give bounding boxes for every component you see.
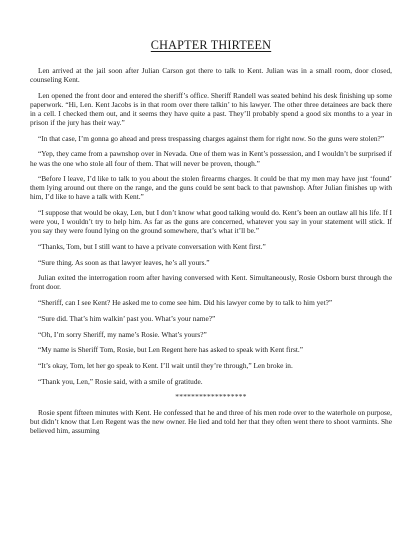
paragraph: “Before I leave, I’d like to talk to you about the stolen firearms charges. It could be that my men may have just ‘found’ them lying around out there on the range, and the guns could be sent back to that pawnshop. After Julian finishes up with him, I’d like to have a talk with Kent.” bbox=[30, 174, 392, 202]
paragraph: “Thank you, Len,” Rosie said, with a smile of gratitude. bbox=[38, 376, 203, 386]
book-page bbox=[30, 38, 392, 442]
paragraph: Rosie spent fifteen minutes with Kent. He confessed that he and three of his men rode over to the waterhole on purpose, but didn’t know that Len Regent was the new owner. He lied and told her that they often went there to shoot varmints. She believed him, assuming bbox=[30, 407, 392, 436]
chapter-title: CHAPTER THIRTEEN bbox=[150, 38, 272, 52]
paragraph: “It’s okay, Tom, let her go speak to Kent. I’ll wait until they’re through,” Len broke in. bbox=[38, 360, 293, 370]
paragraph: “Sure thing. As soon as that lawyer leaves, he’s all yours.” bbox=[38, 257, 210, 267]
paragraph: “Sheriff, can I see Kent? He asked me to come see him. Did his lawyer come by to talk to him yet?” bbox=[38, 298, 333, 308]
paragraph: “My name is Sheriff Tom, Rosie, but Len Regent here has asked to speak with Kent first.” bbox=[38, 345, 303, 355]
paragraph: “Yep, they came from a pawnshop over in Nevada. One of them was in Kent’s possession, and I wouldn’t be surprised if he was the one who stole all four of them. That will never be proven, though.” bbox=[30, 149, 392, 168]
paragraph: “In that case, I’m gonna go ahead and press trespassing charges against them for right now. So the guns were stolen?” bbox=[38, 133, 385, 143]
section-divider: ****************** bbox=[175, 392, 247, 402]
paragraph: “Oh, I’m sorry Sheriff, my name’s Rosie. What’s yours?” bbox=[38, 329, 207, 339]
paragraph: Len arrived at the jail soon after Julian Carson got there to talk to Kent. Julian was in a small room, door closed, counseling Kent. bbox=[30, 66, 392, 85]
paragraph: Len opened the front door and entered the sheriff’s office. Sheriff Randell was seated behind his desk finishing up some paperwork. “Hi, Len. Kent Jacobs is in that room over there talkin’ to his lawyer. The other three detainees are back there in a cell. I checked them out, and it seems they have quite a past. They’ll probably spend a good six months to a year in prison if the jury has their way.” bbox=[30, 90, 392, 128]
paragraph: “Sure did. That’s him walkin’ past you. What’s your name?” bbox=[38, 313, 216, 323]
paragraph: “Thanks, Tom, but I still want to have a private conversation with Kent first.” bbox=[38, 241, 266, 251]
paragraph: Julian exited the interrogation room after having conversed with Kent. Simultaneously, Rosie Osborn burst through the front door. bbox=[30, 273, 392, 292]
paragraph: “I suppose that would be okay, Len, but I don’t know what good talking would do. Kent’s been an outlaw all his life. If I were you, I wouldn’t try to help him. As far as the guns are concerned, whatever you say in your statement will stick. If you say they were found lying on the ground somewhere, that’s what it’ll be.” bbox=[30, 208, 392, 236]
